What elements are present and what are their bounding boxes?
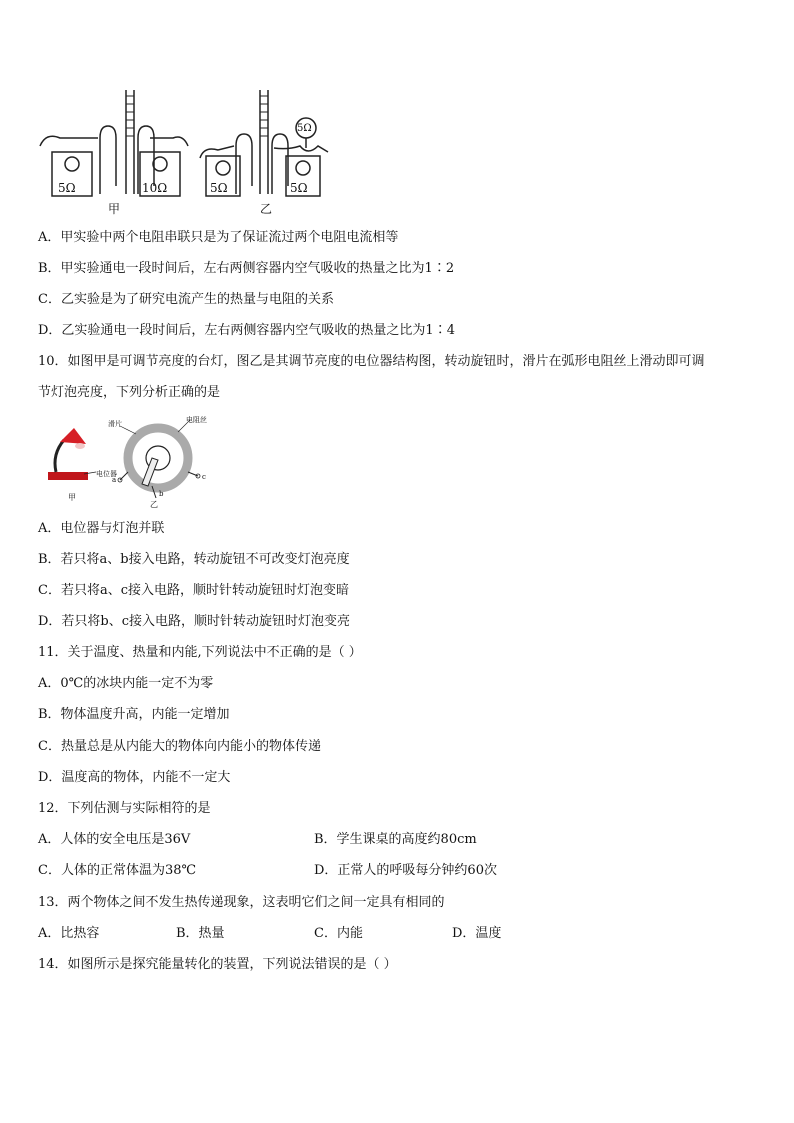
q11-option-b: B．物体温度升高，内能一定增加: [38, 707, 230, 722]
q9-yi-right-resistor: 5Ω: [290, 181, 308, 195]
q12-option-a: A．人体的安全电压是36V: [38, 832, 191, 847]
q11-stem: 11．关于温度、热量和内能,下列说法中不正确的是（ ）: [38, 645, 362, 660]
q10-figure: [40, 414, 210, 510]
q9-option-b: B．甲实验通电一段时间后，左右两侧容器内空气吸收的热量之比为1∶2: [38, 261, 455, 276]
q13-option-d: D．温度: [452, 926, 502, 941]
q11-option-a: A．0℃的冰块内能一定不为零: [38, 676, 214, 691]
q10-option-c: C．若只将a、c接入电路，顺时针转动旋钮时灯泡变暗: [38, 583, 349, 598]
q9-jia-right-resistor: 10Ω: [142, 181, 168, 195]
q9-ruler-yi: [260, 96, 268, 136]
q10-option-d: D．若只将b、c接入电路，顺时针转动旋钮时灯泡变亮: [38, 614, 351, 629]
q10-yi-label: 乙: [150, 500, 158, 509]
q13-stem: 13．两个物体之间不发生热传递现象，这表明它们之间一定具有相同的: [38, 895, 445, 910]
q13-option-b: B．热量: [176, 926, 225, 941]
q10-lamp: [48, 428, 96, 480]
q9-jia-label: 甲: [108, 202, 121, 216]
q9-figure: [38, 86, 338, 218]
q10-potentiometer-label: 电位器: [96, 470, 117, 478]
q12-option-d: D．正常人的呼吸每分钟约60次: [314, 863, 497, 878]
q10-terminal-a: a: [112, 476, 117, 484]
q10-resistor-wire-label: 电阻丝: [186, 416, 207, 424]
q10-option-b: B．若只将a、b接入电路，转动旋钮不可改变灯泡亮度: [38, 552, 350, 567]
q9-yi-label: 乙: [260, 202, 273, 216]
q10-option-a: A．电位器与灯泡并联: [38, 521, 165, 536]
q13-option-a: A．比热容: [38, 926, 100, 941]
q10-slider-label: 滑片: [108, 420, 122, 428]
q9-option-d: D．乙实验通电一段时间后，左右两侧容器内空气吸收的热量之比为1∶4: [38, 323, 455, 338]
q9-ruler-jia: [126, 96, 134, 136]
q12-option-b: B．学生课桌的高度约80cm: [314, 832, 477, 847]
q9-yi-extra-resistor: 5Ω: [297, 123, 312, 134]
q9-yi-left-resistor: 5Ω: [210, 181, 228, 195]
q11-option-c: C．热量总是从内能大的物体向内能小的物体传递: [38, 739, 321, 754]
q9-option-a: A．甲实验中两个电阻串联只是为了保证流过两个电阻电流相等: [38, 230, 399, 245]
q13-option-c: C．内能: [314, 926, 363, 941]
q10-potentiometer-diagram: [118, 420, 200, 498]
q10-terminal-b: b: [159, 490, 164, 498]
q11-option-d: D．温度高的物体，内能不一定大: [38, 770, 231, 785]
q9-jia-left-resistor: 5Ω: [58, 181, 76, 195]
q10-jia-label: 甲: [68, 493, 76, 502]
q14-stem: 14．如图所示是探究能量转化的装置，下列说法错误的是（ ）: [38, 957, 397, 972]
q12-option-c: C．人体的正常体温为38℃: [38, 863, 197, 878]
q10-stem-line1: 10．如图甲是可调节亮度的台灯，图乙是其调节亮度的电位器结构图，转动旋钮时，滑片在弧形电阻丝上滑动即可调: [38, 354, 705, 369]
q9-option-c: C．乙实验是为了研究电流产生的热量与电阻的关系: [38, 292, 334, 307]
q10-stem-line2: 节灯泡亮度，下列分析正确的是: [38, 385, 221, 400]
q12-stem: 12．下列估测与实际相符的是: [38, 801, 211, 816]
q10-terminal-c: c: [202, 473, 206, 481]
